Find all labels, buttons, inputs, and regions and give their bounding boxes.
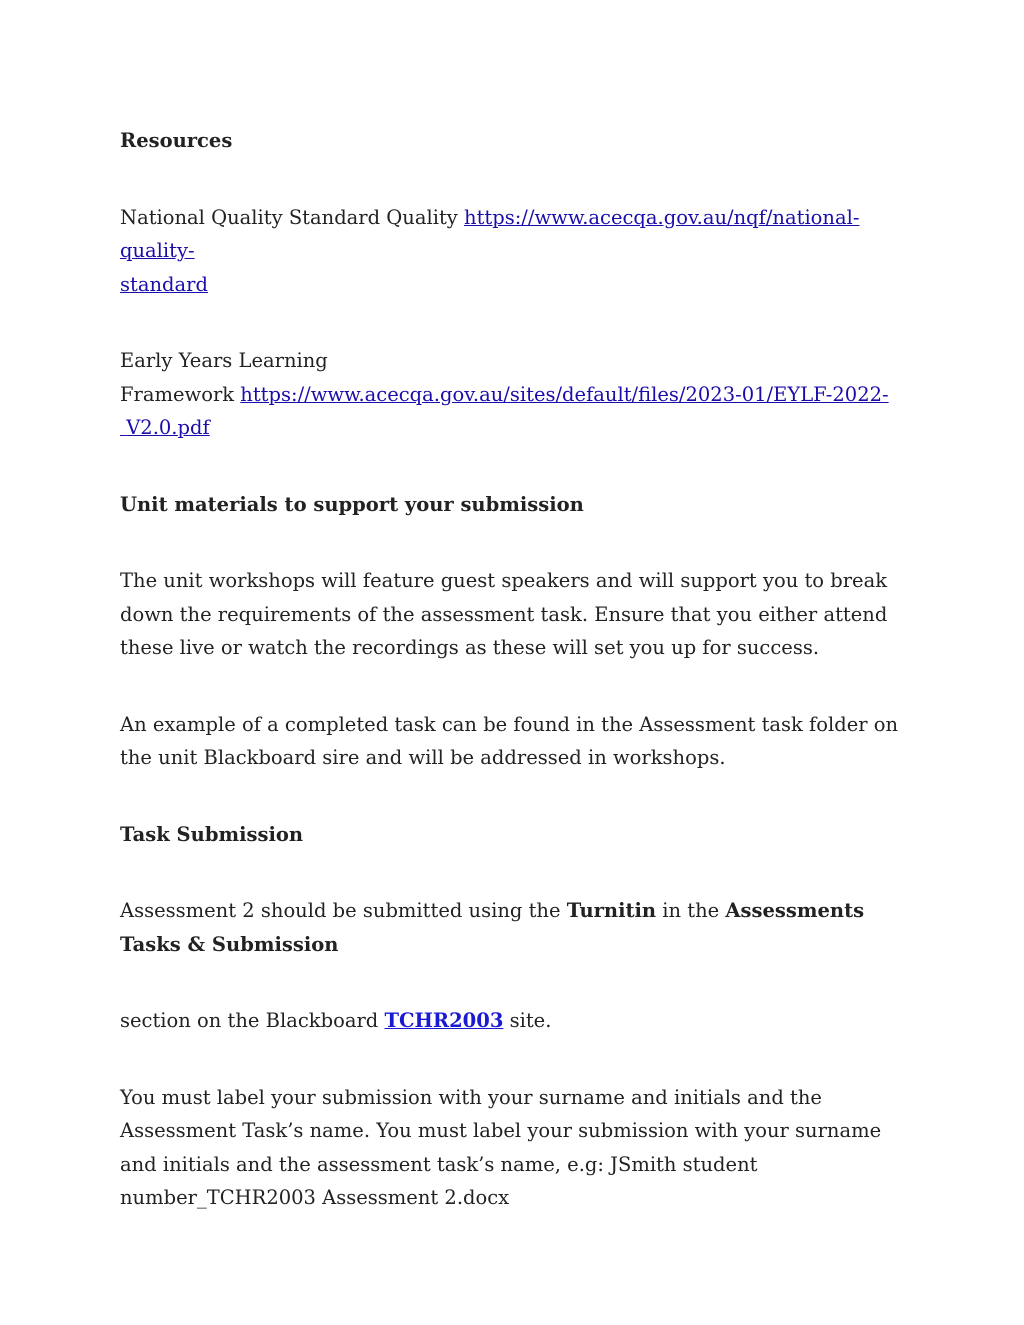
eylf-paragraph	[120, 344, 910, 445]
unit-materials-heading: Unit materials to support your submission	[120, 492, 584, 516]
unit-materials-paragraph-1: The unit workshops will feature guest speakers and will support you to break down the requirements of the assessment task. Ensure that you either attend these live or watch the recordings as these will set you up for success.	[120, 569, 888, 659]
assessments-tasks-label: Assessments Tasks & Submission	[120, 899, 865, 956]
submission-instructions: Assessment 2 should be submitted using the Turnitin in the Assessments Tasks & Submission	[120, 899, 865, 956]
nqs-link[interactable]: https://www.acecqa.gov.au/nqf/national-quality- standard	[120, 205, 860, 296]
nqs-label: National Quality Standard Quality	[120, 205, 458, 229]
task-submission-heading: Task Submission	[120, 822, 304, 846]
labelling-instructions: You must label your submission with your surname and initials and the Assessment Task’s name. You must label your submission with your surname and initials and the assessment task’s name, e.g: JSmith student number_TCHR2003 Assessment 2.docx	[120, 1085, 882, 1209]
nqs-paragraph	[120, 201, 910, 302]
turnitin-label: Turnitin	[566, 899, 657, 922]
eylf-link[interactable]: https://www.acecqa.gov.au/sites/default/files/2023-01/EYLF-2022- V2.0.pdf	[126, 382, 889, 439]
resources-heading: Resources	[120, 129, 233, 152]
document-page	[120, 124, 910, 1258]
blackboard-section-paragraph: section on the Blackboard TCHR2003 site.	[120, 1009, 552, 1032]
unit-materials-paragraph-2: An example of a completed task can be found in the Assessment task folder on the unit Blackboard sire and will be addressed in workshops.	[120, 712, 899, 769]
eylf-label-line-1: Early Years Learning	[120, 349, 328, 372]
tchr2003-link[interactable]: TCHR2003	[384, 1009, 504, 1032]
eylf-label-line-2: Framework	[120, 382, 235, 406]
